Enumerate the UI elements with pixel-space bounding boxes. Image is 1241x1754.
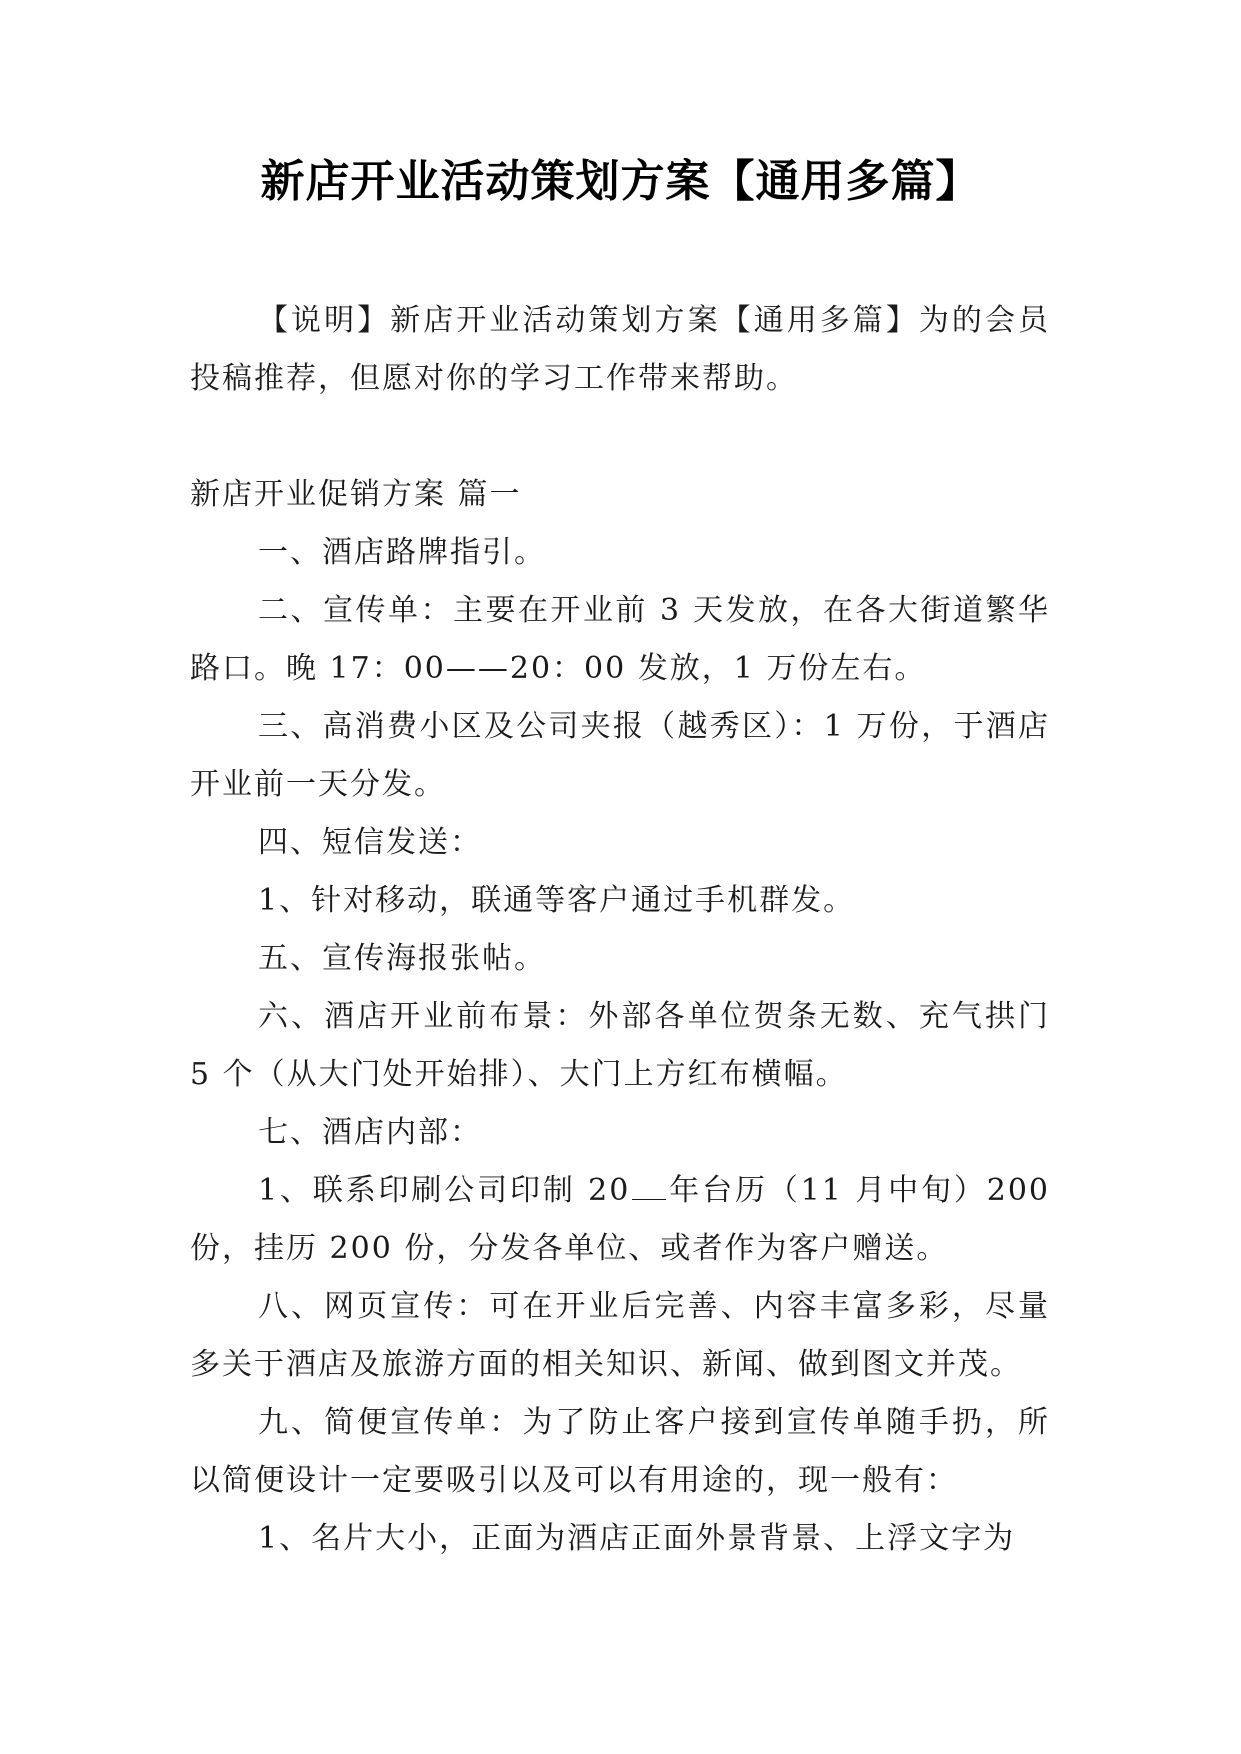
list-item: 四、短信发送： — [258, 825, 482, 860]
list-item — [190, 1162, 1050, 1278]
list-item: 七、酒店内部： — [258, 1115, 482, 1150]
list-item: 九、简便宣传单：为了防止客户接到宣传单随手扔，所以简便设计一定要吸引以及可以有用途的，现一般有： — [190, 1405, 1050, 1498]
list-item: 1、名片大小，正面为酒店正面外景背景、上浮文字为 — [258, 1521, 1016, 1556]
list-item-text-end: 年台历（11 月中旬）200 份，挂历 200 份，分发各单位、或者作为客户赠送。 — [190, 1173, 1050, 1266]
list-item: 五、宣传海报张帖。 — [258, 941, 546, 976]
fill-in-blank — [632, 1175, 666, 1200]
list-item: 一、酒店路牌指引。 — [258, 535, 546, 570]
paragraph-gap — [190, 408, 1050, 466]
document-body — [190, 292, 1050, 1568]
list-item: 八、网页宣传：可在开业后完善、内容丰富多彩，尽量多关于酒店及旅游方面的相关知识、新闻、做到图文并茂。 — [190, 1289, 1050, 1382]
list-item: 二、宣传单：主要在开业前 3 天发放，在各大街道繁华路口。晚 17：00——20：00 发放，1 万份左右。 — [190, 593, 1050, 686]
page-title: 新店开业活动策划方案【通用多篇】 — [260, 156, 981, 207]
section-heading: 新店开业促销方案 篇一 — [190, 477, 522, 512]
intro-paragraph: 【说明】新店开业活动策划方案【通用多篇】为的会员投稿推荐，但愿对你的学习工作带来帮助。 — [190, 303, 1050, 396]
list-item: 1、针对移动，联通等客户通过手机群发。 — [258, 883, 856, 918]
list-item: 六、酒店开业前布景：外部各单位贺条无数、充气拱门 5 个（从大门处开始排）、大门上方红布横幅。 — [190, 999, 1050, 1092]
list-item-text-start: 1、联系印刷公司印制 20 — [258, 1173, 631, 1208]
list-item: 三、高消费小区及公司夹报（越秀区）：1 万份，于酒店开业前一天分发。 — [190, 709, 1050, 802]
